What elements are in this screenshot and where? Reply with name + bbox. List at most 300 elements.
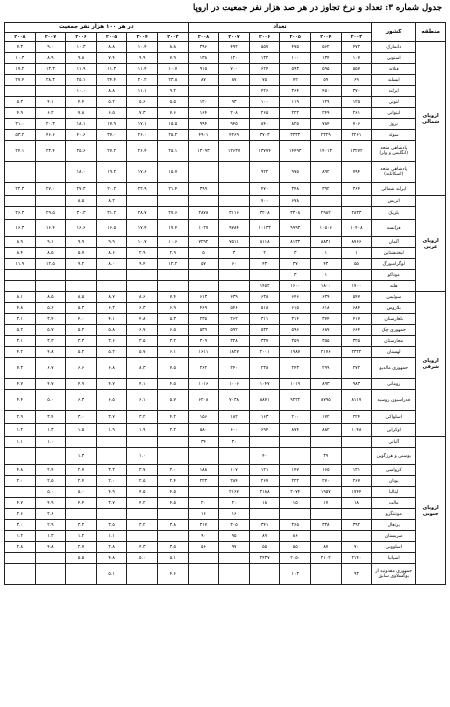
count-cell: ۱۰۰ (280, 53, 311, 64)
count-cell: ۵۱۸ (249, 303, 280, 314)
rate-cell: ۶.۸ (96, 358, 127, 379)
rate-cell (127, 531, 158, 542)
rate-cell: ۱.۲ (5, 424, 36, 437)
rate-cell: ۲.۴ (35, 465, 66, 476)
count-cell: ۱۵ (280, 498, 311, 509)
rate-cell: ۶.۶ (66, 358, 97, 379)
statistics-table (4, 22, 446, 585)
rate-cell: ۵.۲ (66, 325, 97, 336)
count-cell: ۱۳۲۷۲ (341, 141, 372, 162)
rate-cell: ۱۰.۶ (158, 237, 189, 248)
count-cell: ۲۸۳۳ (341, 207, 372, 220)
rate-cell: ۱۱.۹ (66, 64, 97, 75)
rate-cell (35, 564, 66, 585)
country-cell: بوسنی و هرزگوین (372, 448, 416, 465)
count-cell: ۳۱۱۶ (219, 207, 250, 220)
count-cell: ۳۳۳۳ (280, 130, 311, 141)
count-cell: ۷۰۰ (219, 64, 250, 75)
rate-cell: ۲۶.۳ (5, 207, 36, 220)
count-cell: ۱۲۱ (249, 465, 280, 476)
rate-cell: ۴.۲ (127, 498, 158, 509)
rate-cell: ۱۶.۵ (96, 220, 127, 237)
count-cell: ۲۷۲ (341, 358, 372, 379)
count-cell: ۲۳۵ (188, 314, 219, 325)
rate-cell (5, 86, 36, 97)
rate-cell: ۹.۹ (66, 237, 97, 248)
count-cell: ۱۰۱۳۳ (249, 220, 280, 237)
rate-cell: ۲.۷ (66, 542, 97, 553)
rate-cell: ۴.۷ (96, 379, 127, 390)
count-cell: ۶۸۴ (341, 303, 372, 314)
rate-cell: ۴.۸ (5, 303, 36, 314)
count-cell: ۳ (280, 270, 311, 281)
rate-cell: ۴.۹ (5, 108, 36, 119)
rate-cell: ۶.۱ (127, 390, 158, 411)
count-cell: ۳۶۴ (280, 86, 311, 97)
rate-cell: ۱۷.۹ (96, 119, 127, 130)
count-cell: ۸۷۶۶ (341, 237, 372, 248)
count-cell: ۱۴۵۲ (249, 281, 280, 292)
count-cell: ۹۵ (219, 531, 250, 542)
rate-cell: ۳.۷ (127, 465, 158, 476)
rate-cell: ۲۰.۲ (96, 183, 127, 196)
count-cell: ۲۱۰۲ (311, 553, 342, 564)
count-cell: ۱۰۱۶ (188, 379, 219, 390)
rate-cell: ۶.۱ (158, 347, 189, 358)
rate-cell: ۱۱.۳ (96, 64, 127, 75)
count-cell: ۶۹ (341, 75, 372, 86)
rate-cell (35, 553, 66, 564)
count-cell: ۱ (311, 248, 342, 259)
count-cell: ۱۸ (249, 498, 280, 509)
count-cell: ۳۰۹ (188, 336, 219, 347)
count-cell: ۴۷۵ (280, 42, 311, 53)
count-cell: ۱۳۰۹۳ (188, 141, 219, 162)
rate-cell: ۱۷.۱ (127, 119, 158, 130)
table-row (5, 130, 446, 141)
rate-cell (127, 437, 158, 448)
count-cell: ۴۹۲ (219, 42, 250, 53)
count-cell (249, 564, 280, 585)
count-cell: ۳۳۷ (249, 336, 280, 347)
country-cell: اتریش (372, 196, 416, 207)
count-cell: ۳۷۴ (311, 314, 342, 325)
count-cell (311, 196, 342, 207)
count-cell: ۶۹۴ (249, 424, 280, 437)
count-cell: ۳۵۹ (280, 336, 311, 347)
count-cell: ۹۸۳ (341, 379, 372, 390)
count-cell: ۸۹۳ (311, 379, 342, 390)
count-cell: ۱۲۰ (219, 53, 250, 64)
count-cell: ۱۰۴۸ (341, 424, 372, 437)
rate-cell: ۳.۳ (66, 336, 97, 347)
country-cell: پرتغال (372, 520, 416, 531)
rate-cell: ۶.۹ (158, 303, 189, 314)
count-cell: ۲۳۲۲ (341, 347, 372, 358)
rate-group-header: در هر ۱۰۰ هزار نفر جمعیت (5, 23, 189, 33)
rate-cell: ۲۷.۲ (96, 141, 127, 162)
rate-cell: ۲۷.۰ (35, 183, 66, 196)
rate-cell (158, 509, 189, 520)
rate-cell: ۲۶.۰ (127, 130, 158, 141)
rate-cell: ۱.۲ (5, 531, 36, 542)
rate-cell: ۵.۷ (35, 325, 66, 336)
rate-cell (158, 196, 189, 207)
country-cell: لوگزامبورگ (372, 259, 416, 270)
count-cell: ۴۰ (249, 448, 280, 465)
rate-cell: ۶.۷ (35, 358, 66, 379)
count-cell: ۵۵ (280, 542, 311, 553)
country-cell: اسلواکی (372, 411, 416, 424)
table-row (5, 97, 446, 108)
count-cell: ۱۶۴ (188, 108, 219, 119)
rate-cell (5, 162, 36, 183)
count-cell: ۲۱۷۶ (311, 347, 342, 358)
rate-cell: ۹.۸ (66, 53, 97, 64)
rate-cell: ۲.۹ (158, 248, 189, 259)
rate-cell: ۱۱.۴ (127, 64, 158, 75)
region-cell: اروپای غربی (416, 196, 446, 292)
rate-cell: ۲۵.۲ (158, 130, 189, 141)
rate-cell: ۵.۰ (127, 553, 158, 564)
rate-cell: ۳.۸ (158, 520, 189, 531)
rate-cell: ۲.۰ (5, 476, 36, 487)
count-cell: ۷۵۱۱ (219, 237, 250, 248)
rate-cell: ۵.۶ (35, 303, 66, 314)
rate-cell: ۱۷.۴ (127, 220, 158, 237)
count-cell: ۵۳۹ (188, 325, 219, 336)
count-cell: ۳۳۸ (311, 520, 342, 531)
count-cell: ۶۰۰ (219, 424, 250, 437)
rate-cell (5, 270, 36, 281)
rate-cell: ۱۵.۵ (158, 119, 189, 130)
count-cell: ۲۳۲۹ (311, 130, 342, 141)
rate-cell: ۸.۸ (96, 42, 127, 53)
rate-cell: ۲.۹ (5, 411, 36, 424)
count-cell: ۲۰۷۴ (280, 487, 311, 498)
rate-cell: ۸.۷ (96, 292, 127, 303)
table-row (5, 86, 446, 97)
rate-cell: ۴۶.۶ (35, 130, 66, 141)
country-cell: ایتالیا (372, 487, 416, 498)
count-cell: ۵۴۷ (341, 292, 372, 303)
rate-cell (5, 196, 36, 207)
count-cell: ۱۰۷ (219, 465, 250, 476)
count-cell: ۳۴ (188, 437, 219, 448)
country-cell: یونان (372, 476, 416, 487)
rate-cell: ۴.۳ (127, 542, 158, 553)
count-cell: ۲۲۴ (341, 411, 372, 424)
rate-cell (127, 196, 158, 207)
count-cell: ۱۰۴۷ (249, 379, 280, 390)
country-cell: لیختنشتاین (372, 248, 416, 259)
count-cell: ۴۶۹ (188, 303, 219, 314)
country-cell: هلند (372, 281, 416, 292)
rate-cell: ۳.۰ (158, 465, 189, 476)
count-cell (219, 448, 250, 465)
table-row (5, 53, 446, 64)
table-row (5, 379, 446, 390)
count-cell: ۱۶ (188, 509, 219, 520)
year-header: ۲۰۰۵ (96, 33, 127, 42)
table-row (5, 259, 446, 270)
count-cell: ۸۷۴ (280, 424, 311, 437)
rate-cell: ۴.۸ (35, 347, 66, 358)
table-row (5, 196, 446, 207)
count-cell: ۷۲ (280, 75, 311, 86)
country-cell: کرواسی (372, 465, 416, 476)
rate-cell: ۳.۲ (158, 336, 189, 347)
table-row (5, 476, 446, 487)
count-cell: ۳۹۲ (341, 520, 372, 531)
count-cell: ۴۷۰ (249, 183, 280, 196)
rate-cell: ۴.۸ (35, 542, 66, 553)
rate-cell: ۱۸.۰ (66, 162, 97, 183)
count-cell (219, 564, 250, 585)
count-cell: ۲۶۷ (341, 476, 372, 487)
year-header: ۲۰۰۳ (341, 33, 372, 42)
count-cell: ۱۳۸ (188, 53, 219, 64)
count-cell: ۳۹ (311, 448, 342, 465)
count-cell: ۳۶۴ (341, 183, 372, 196)
count-cell: ۷۸۴ (311, 119, 342, 130)
count-cell (188, 86, 219, 97)
count-cell (188, 162, 219, 183)
table-header (5, 23, 446, 42)
rate-cell: ۱.۹ (127, 424, 158, 437)
table-row (5, 531, 446, 542)
table-row (5, 292, 446, 303)
rate-cell: ۲۱.۴ (158, 183, 189, 196)
table-row (5, 248, 446, 259)
rate-cell: ۹.۱ (35, 237, 66, 248)
rate-cell: ۸.۶ (96, 248, 127, 259)
rate-cell: ۶.۵ (158, 325, 189, 336)
rate-cell: ۶.۳ (66, 390, 97, 411)
rate-cell: ۵.۰ (35, 390, 66, 411)
table-row (5, 509, 446, 520)
rate-cell: ۴.۷ (5, 379, 36, 390)
count-cell: ۹۰ (188, 531, 219, 542)
rate-cell: ۴.۲ (5, 347, 36, 358)
rate-cell: ۲.۸ (96, 542, 127, 553)
rate-cell: ۴.۴ (66, 498, 97, 509)
count-cell: ۲۱۶۷ (219, 487, 250, 498)
rate-cell: ۳.۲ (127, 411, 158, 424)
rate-cell (5, 487, 36, 498)
rate-cell: ۶.۵ (96, 390, 127, 411)
count-cell: ۴۲۶۹ (219, 130, 250, 141)
count-cell: ۱۰۲۷ (188, 220, 219, 237)
count-cell: ۶۲۰۸ (188, 390, 219, 411)
count-cell: ۲۲۲ (280, 108, 311, 119)
rate-cell: ۳.۵ (127, 336, 158, 347)
count-cell: ۲۷۰ (311, 476, 342, 487)
rate-cell: ۸.۹ (5, 237, 36, 248)
rate-cell: ۴.۷ (5, 498, 36, 509)
rate-cell: ۷.۳ (127, 108, 158, 119)
count-cell: ۴۳ (249, 259, 280, 270)
table-row (5, 347, 446, 358)
count-cell: ۸۷ (188, 75, 219, 86)
country-cell: مونتنگرو (372, 509, 416, 520)
country-cell: ایرلند (372, 86, 416, 97)
count-cell: ۲۸۷۸ (188, 207, 219, 220)
rate-cell: ۳.۴ (35, 314, 66, 325)
rate-cell: ۲.۸ (5, 542, 36, 553)
table-row (5, 207, 446, 220)
count-cell: ۷۵ (249, 75, 280, 86)
table-row (5, 314, 446, 325)
count-cell (280, 437, 311, 448)
table-row (5, 336, 446, 347)
count-cell: ۲ (249, 248, 280, 259)
count-cell: ۵۹۵ (311, 64, 342, 75)
rate-cell: ۲.۶ (35, 509, 66, 520)
rate-cell: ۱۰.۰ (66, 86, 97, 97)
count-cell: ۸۹۲ (311, 162, 342, 183)
rate-cell: ۳.۰ (66, 411, 97, 424)
rate-cell: ۳.۳ (96, 465, 127, 476)
count-cell (341, 437, 372, 448)
count-cell: ۱۱۹ (280, 97, 311, 108)
count-cell: ۱۸۲۷ (219, 347, 250, 358)
rate-cell: ۴.۵ (158, 498, 189, 509)
rate-cell: ۲.۴ (158, 476, 189, 487)
count-cell (311, 509, 342, 520)
rate-cell: ۱۶.۳ (5, 220, 36, 237)
table-row (5, 162, 446, 183)
rate-cell: ۳.۱ (5, 336, 36, 347)
count-cell: ۱۷ (311, 498, 342, 509)
count-cell: ۵۹۶ (280, 325, 311, 336)
table-row (5, 498, 446, 509)
count-cell: ۱۴۰۱۳ (311, 141, 342, 162)
count-cell: ۱۴۴۹۳ (280, 141, 311, 162)
rate-cell: ۴.۸ (127, 314, 158, 325)
rate-cell: ۸.۸ (96, 86, 127, 97)
country-cell: اوکراین (372, 424, 416, 437)
rate-cell: ۴.۰ (66, 314, 97, 325)
rate-cell: ۳.۵ (96, 520, 127, 531)
rate-cell: ۵.۲ (5, 325, 36, 336)
rate-cell: ۴.۴ (5, 390, 36, 411)
count-cell (249, 270, 280, 281)
count-cell (188, 270, 219, 281)
rate-cell: ۴.۸ (5, 465, 36, 476)
table-row (5, 220, 446, 237)
rate-cell (35, 270, 66, 281)
count-cell: ۲۶۲ (219, 314, 250, 325)
rate-cell: ۱.۳ (35, 424, 66, 437)
table-row (5, 542, 446, 553)
table-row (5, 303, 446, 314)
count-cell: ۶۳۹ (311, 292, 342, 303)
count-cell: ۲۴۳ (280, 358, 311, 379)
rate-cell (127, 270, 158, 281)
rate-cell: ۲.۰ (96, 476, 127, 487)
count-cell: ۲۰۸ (219, 108, 250, 119)
rate-cell: ۸.۴ (5, 248, 36, 259)
count-cell: ۱ (341, 248, 372, 259)
rate-cell: ۱۶.۴ (35, 220, 66, 237)
rate-cell (96, 270, 127, 281)
rate-cell: ۲۲.۹ (127, 183, 158, 196)
country-cell: اسلوونی (372, 542, 416, 553)
country-cell: آلبانی (372, 437, 416, 448)
rate-cell: ۵.۳ (5, 97, 36, 108)
rate-cell: ۲۷.۶ (158, 207, 189, 220)
count-cell: ۲۲۲ (280, 476, 311, 487)
table-row (5, 448, 446, 465)
rate-cell: ۲۳.۴ (35, 141, 66, 162)
country-cell: اسپانیا (372, 553, 416, 564)
count-cell: ۱۸۰۰ (311, 281, 342, 292)
country-cell: لیتوانی (372, 108, 416, 119)
rate-cell: ۲.۵ (35, 476, 66, 487)
count-cell: ۴۷۲ (341, 42, 372, 53)
count-cell: ۳۳۰۸ (280, 207, 311, 220)
rate-cell (96, 509, 127, 520)
rate-cell: ۳.۱ (5, 314, 36, 325)
country-cell: بلژیک (372, 207, 416, 220)
year-header: ۲۰۰۷ (35, 33, 66, 42)
rate-cell (35, 281, 66, 292)
rate-cell: ۲۵.۱ (158, 141, 189, 162)
count-cell: ۲۶۷ (249, 476, 280, 487)
count-cell: ۵۶۲ (311, 42, 342, 53)
count-cell: ۵۸۰ (188, 424, 219, 437)
count-cell: ۵۵۷ (341, 64, 372, 75)
rate-cell: ۱۲.۵ (35, 259, 66, 270)
country-cell: صربستان (372, 531, 416, 542)
count-cell: ۳۷ (280, 259, 311, 270)
count-cell: ۹۹۹۳ (280, 220, 311, 237)
count-cell: ۱۳۱ (341, 465, 372, 476)
count-cell (188, 487, 219, 498)
rate-cell: ۲۳.۸ (158, 75, 189, 86)
country-cell: پادشاهی متحد (اسکاتلند) (372, 162, 416, 183)
rate-cell (66, 509, 97, 520)
rate-cell: ۵.۲ (66, 347, 97, 358)
count-cell: ۱۵۶ (188, 411, 219, 424)
count-cell: ۲۰ (219, 498, 250, 509)
rate-cell: ۱.۹ (96, 424, 127, 437)
rate-cell: ۱.۱ (5, 437, 36, 448)
count-group-header: تعداد (188, 23, 372, 33)
count-cell: ۱۲۰ (188, 97, 219, 108)
table-row (5, 564, 446, 585)
rate-cell: ۸.۲ (96, 196, 127, 207)
country-cell: جمهوری مالدیو (372, 358, 416, 379)
rate-cell: ۵.۰ (66, 487, 97, 498)
count-cell: ۱۲۵ (341, 97, 372, 108)
rate-cell: ۱۲.۲ (158, 259, 189, 270)
table-row (5, 75, 446, 86)
rate-cell: ۲.۷ (66, 465, 97, 476)
count-cell: ۹۳ (219, 97, 250, 108)
count-cell (341, 270, 372, 281)
count-cell: ۲۴۹ (311, 108, 342, 119)
rate-cell: ۲.۹ (127, 248, 158, 259)
rate-cell: ۲.۵ (127, 476, 158, 487)
count-cell: ۲۲۶۱ (341, 130, 372, 141)
table-row (5, 64, 446, 75)
rate-cell: ۵.۷ (127, 347, 158, 358)
count-cell: ۶۱۵ (280, 303, 311, 314)
count-cell: ۵۵۷ (249, 42, 280, 53)
count-cell (280, 448, 311, 465)
